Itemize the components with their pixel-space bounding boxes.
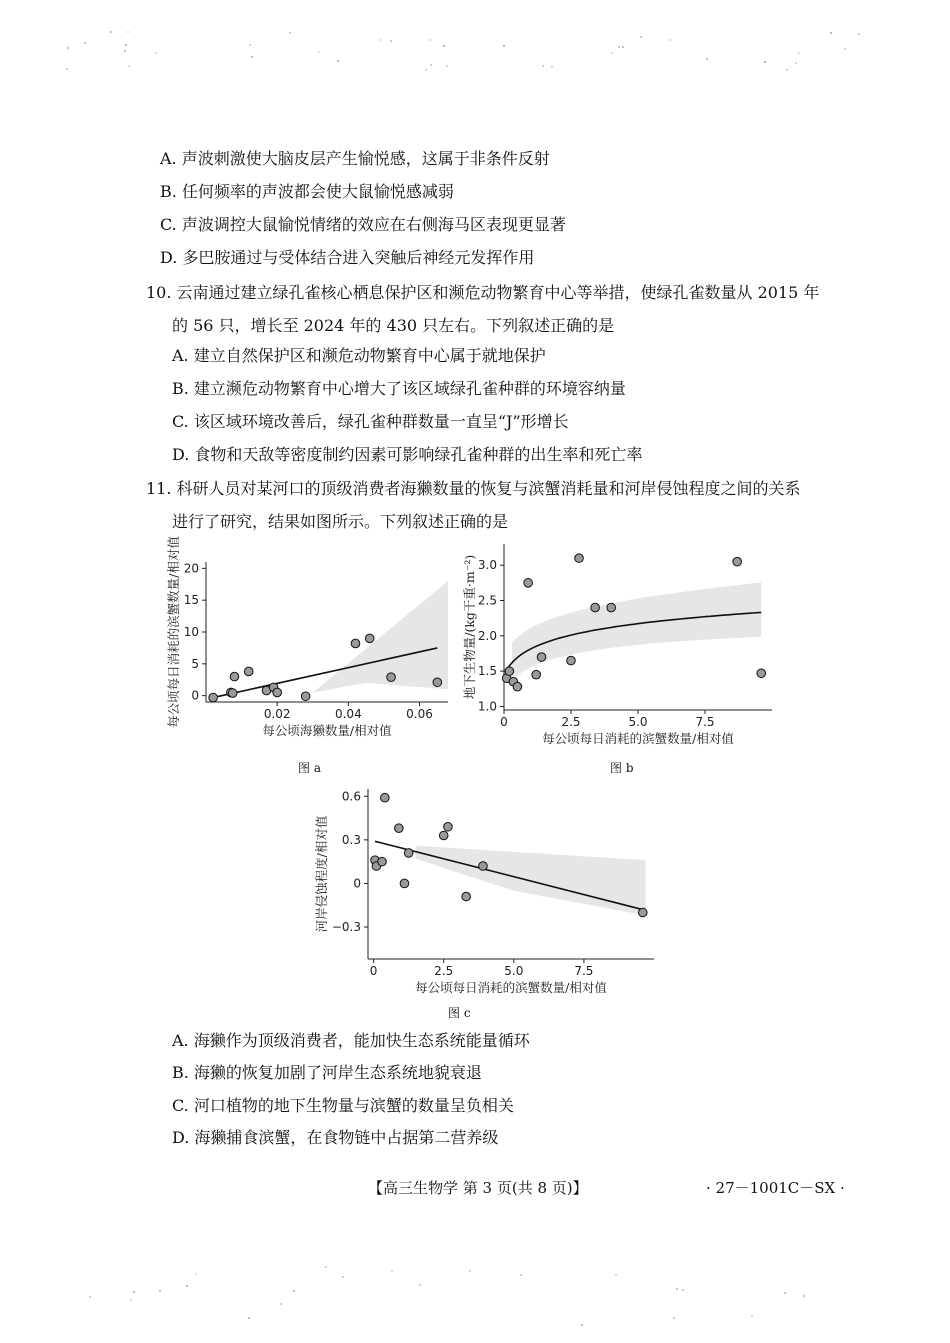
y-tick-label: 20: [183, 561, 199, 576]
speck: [551, 66, 553, 68]
chart-b-svg: [460, 540, 790, 755]
speck: [784, 1292, 786, 1294]
speck: [764, 61, 766, 63]
speck: [446, 65, 448, 67]
q11-option-c[interactable]: C. 河口植物的地下生物量与滨蟹的数量呈负相关: [172, 1096, 514, 1115]
x-tick-label: 2.5: [434, 964, 454, 978]
speck: [419, 1284, 421, 1286]
data-point: [524, 579, 533, 588]
speck: [676, 1288, 678, 1290]
data-point: [537, 653, 546, 662]
x-tick-label: 0.06: [406, 707, 433, 721]
q10-option-b[interactable]: B. 建立濒危动物繁育中心增大了该区域绿孔雀种群的环境容纳量: [172, 379, 626, 398]
y-tick-label: 2.0: [477, 628, 497, 643]
data-point: [230, 672, 239, 681]
speck: [469, 1270, 471, 1272]
speck: [155, 52, 157, 54]
y-axis-label: 地下生物量/(kg干重·m⁻²): [462, 554, 477, 700]
speck: [706, 58, 708, 60]
data-point: [433, 678, 442, 687]
q10-option-a[interactable]: A. 建立自然保护区和濒危动物繁育中心属于就地保护: [172, 346, 546, 365]
data-point: [228, 689, 237, 698]
speck: [380, 39, 382, 41]
chart-b-caption: 图 b: [610, 761, 634, 775]
speck: [618, 46, 620, 48]
speck: [67, 47, 69, 49]
confidence-band: [313, 581, 448, 692]
speck: [110, 31, 112, 33]
y-tick-label: 3.0: [477, 558, 497, 573]
x-tick-label: 0.02: [263, 707, 291, 721]
speck: [640, 36, 642, 38]
chart-b: [460, 540, 790, 755]
data-point: [244, 667, 253, 676]
speck: [622, 46, 624, 48]
data-point: [505, 667, 514, 676]
y-tick-label: 1.0: [477, 699, 497, 714]
q10-option-c[interactable]: C. 该区域环境改善后，绿孔雀种群数量一直呈“J”形增长: [172, 412, 569, 431]
data-point: [395, 824, 404, 833]
speck: [786, 69, 788, 71]
data-point: [439, 831, 448, 840]
speck: [249, 44, 251, 46]
speck: [125, 44, 127, 46]
data-point: [575, 554, 584, 563]
speck: [89, 1296, 91, 1298]
y-axis-label: 河岸侵蚀程度/相对值: [314, 815, 329, 933]
chart-c-caption: 图 c: [448, 1006, 471, 1020]
q9-option-d[interactable]: D. 多巴胺通过与受体结合进入突触后神经元发挥作用: [160, 248, 535, 267]
data-point: [567, 656, 576, 665]
x-axis-label: 每公顷海獭数量/相对值: [262, 723, 392, 738]
speck: [795, 62, 797, 64]
data-point: [757, 669, 766, 678]
x-axis-label: 每公顷每日消耗的滨蟹数量/相对值: [415, 980, 607, 995]
speck: [289, 32, 291, 34]
chart-a-svg: [160, 536, 460, 753]
speck: [682, 1289, 684, 1291]
q11-option-a[interactable]: A. 海獭作为顶级消费者，能加快生态系统能量循环: [172, 1031, 530, 1050]
y-tick-label: 1.5: [477, 664, 497, 679]
chart-a-caption: 图 a: [298, 761, 321, 775]
data-point: [301, 692, 310, 701]
speck: [581, 1324, 583, 1326]
confidence-band: [512, 583, 761, 681]
data-point: [638, 908, 647, 917]
footer-page-info: 【高三生物学 第 3 页(共 8 页)】: [368, 1179, 588, 1197]
y-tick-label: −0.3: [331, 920, 361, 935]
speck: [186, 1285, 188, 1287]
data-point: [387, 673, 396, 682]
y-tick-label: 0.6: [341, 789, 361, 804]
speck: [443, 45, 445, 47]
speck: [429, 39, 431, 41]
speck: [318, 51, 320, 53]
x-tick-label: 0: [500, 715, 508, 729]
q9-option-b[interactable]: B. 任何频率的声波都会使大鼠愉悦感减弱: [160, 182, 454, 201]
q10-stem-line1: 10. 云南通过建立绿孔雀核心栖息保护区和濒危动物繁育中心等举措，使绿孔雀数量从 2015 年: [146, 283, 820, 302]
data-point: [532, 670, 541, 679]
speck: [127, 31, 129, 33]
data-point: [273, 688, 282, 697]
y-tick-label: 2.5: [477, 593, 497, 608]
speck: [844, 48, 846, 50]
q11-stem-line2: 进行了研究，结果如图所示。下列叙述正确的是: [172, 512, 509, 531]
chart-c: [310, 785, 670, 1000]
speck: [195, 1273, 197, 1275]
speck: [673, 1317, 675, 1319]
q10-option-d[interactable]: D. 食物和天敌等密度制约因素可影响绿孔雀种群的出生率和死亡率: [172, 445, 643, 464]
y-tick-label: 0: [191, 688, 199, 703]
speck: [342, 1276, 344, 1278]
data-point: [351, 639, 360, 648]
data-point: [733, 557, 742, 566]
q9-option-a[interactable]: A. 声波刺激使大脑皮层产生愉悦感，这属于非条件反射: [160, 149, 550, 168]
speck: [391, 1270, 393, 1272]
data-point: [404, 849, 413, 858]
speck: [803, 1295, 805, 1297]
speck: [325, 1266, 327, 1268]
y-tick-label: 15: [183, 593, 199, 608]
x-tick-label: 5.0: [628, 715, 648, 729]
speck: [251, 56, 253, 58]
speck: [611, 52, 613, 54]
chart-a: [160, 536, 460, 753]
data-point: [378, 857, 387, 866]
data-point: [479, 862, 488, 871]
speck: [615, 1274, 617, 1276]
speck: [425, 69, 427, 71]
speck: [503, 45, 505, 47]
speck: [520, 1274, 522, 1276]
data-point: [513, 682, 522, 691]
x-tick-label: 7.5: [695, 715, 715, 729]
x-tick-label: 2.5: [561, 715, 581, 729]
speck: [830, 32, 832, 34]
speck: [798, 52, 800, 54]
x-tick-label: 0.04: [334, 707, 362, 721]
speck: [84, 42, 86, 44]
chart-c-svg: [310, 785, 670, 1000]
speck: [124, 50, 126, 52]
q10-stem-line2: 的 56 只，增长至 2024 年的 430 只左右。下列叙述正确的是: [172, 316, 615, 335]
speck: [280, 1303, 282, 1305]
speck: [337, 60, 339, 62]
speck: [248, 1317, 250, 1319]
x-tick-label: 5.0: [504, 964, 524, 978]
speck: [858, 33, 860, 35]
y-tick-label: 0.3: [341, 832, 361, 847]
speck: [430, 64, 432, 66]
q9-option-c[interactable]: C. 声波调控大鼠愉悦情绪的效应在右侧海马区表现更显著: [160, 215, 566, 234]
y-tick-label: 5: [191, 656, 199, 671]
data-point: [381, 793, 390, 802]
data-point: [591, 603, 600, 612]
footer-code: · 27－1001C－SX ·: [706, 1179, 845, 1197]
speck: [128, 65, 130, 67]
q11-option-d[interactable]: D. 海獭捕食滨蟹，在食物链中占据第二营养级: [172, 1128, 499, 1147]
q11-stem-line1: 11. 科研人员对某河口的顶级消费者海獭数量的恢复与滨蟹消耗量和河岸侵蚀程度之间的关系: [146, 479, 801, 498]
data-point: [400, 879, 409, 888]
speck: [133, 1291, 135, 1293]
y-axis-label: 每公顷每日消耗的滨蟹数量/相对值: [166, 536, 181, 728]
speck: [130, 1299, 132, 1301]
data-point: [607, 603, 616, 612]
data-point: [365, 634, 374, 643]
speck: [66, 68, 68, 70]
speck: [293, 1290, 295, 1292]
speck: [669, 39, 671, 41]
speck: [542, 65, 544, 67]
speck: [159, 1290, 161, 1292]
x-axis-label: 每公顷每日消耗的滨蟹数量/相对值: [542, 731, 734, 746]
speck: [751, 1315, 753, 1317]
speck: [390, 40, 392, 42]
data-point: [462, 892, 471, 901]
y-tick-label: 0: [353, 876, 361, 891]
y-tick-label: 10: [183, 625, 199, 639]
x-tick-label: 7.5: [574, 964, 594, 978]
x-tick-label: 0: [369, 964, 378, 978]
q11-option-b[interactable]: B. 海獭的恢复加剧了河岸生态系统地貌衰退: [172, 1063, 482, 1082]
data-point: [444, 822, 453, 831]
data-point: [209, 693, 218, 702]
